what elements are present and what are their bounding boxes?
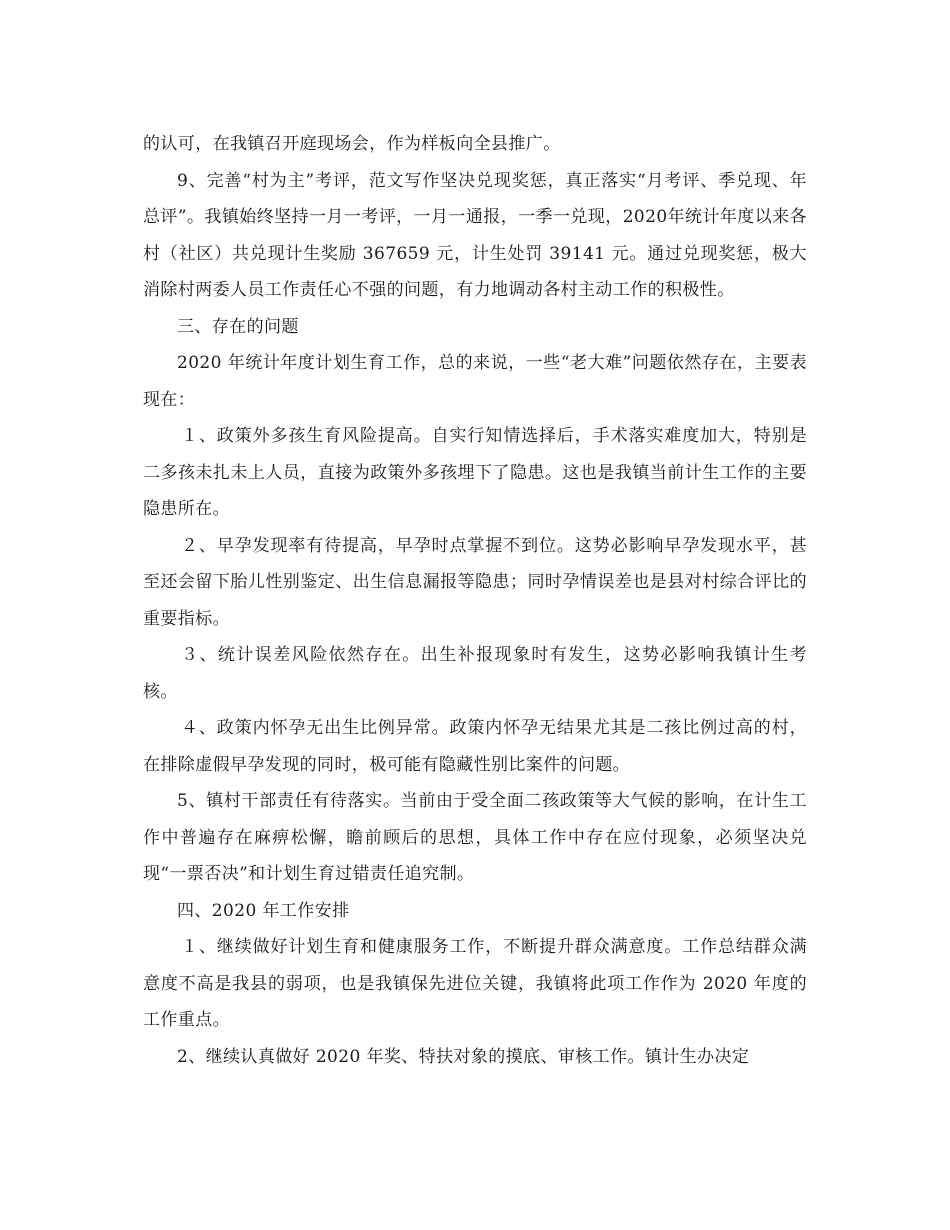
paragraph-problem-1: １、政策外多孩生育风险提高。自实行知情选择后，手术落实难度加大，特别是二多孩未扎未上人员，直接为政策外多孩埋下了隐患。这也是我镇当前计生工作的主要隐患所在。: [143, 426, 807, 519]
paragraph-problem-3: ３、统计误差风险依然存在。出生补报现象时有发生，这势必影响我镇计生考核。: [143, 645, 807, 702]
section-heading-problems: 三、存在的问题: [177, 316, 299, 337]
paragraph-item-9: 9、完善“村为主”考评，范文写作坚决兑现奖惩，真正落实“月考评、季兑现、年总评”。我镇始终坚持一月一考评，一月一通报，一季一兑现，2020年统计年度以来各村（社区）共兑现计生奖励 367659 元，计生处罚 39141 元。通过兑现奖惩，极大消除村两委人员工作责任心不强的问题，有力地调动各村主动工作的积极性。: [143, 170, 807, 300]
paragraph-problem-2: ２、早孕发现率有待提高，早孕时点掌握不到位。这势必影响早孕发现水平，甚至还会留下胎儿性别鉴定、出生信息漏报等隐患；同时孕情误差也是县对村综合评比的重要指标。: [143, 535, 807, 629]
paragraph-plan-2: 2、继续认真做好 2020 年奖、特扶对象的摸底、审核工作。镇计生办决定: [177, 1046, 750, 1067]
paragraph-problems-intro: 2020 年统计年度计划生育工作，总的来说，一些“老大难”问题依然存在，主要表现在：: [143, 353, 807, 410]
paragraph-problem-4: ４、政策内怀孕无出生比例异常。政策内怀孕无结果尤其是二孩比例过高的村，在排除虚假早孕发现的同时，极可能有隐藏性别比案件的问题。: [143, 718, 807, 775]
document-body: [143, 126, 807, 1075]
paragraph-problem-5: 5、镇村干部责任有待落实。当前由于受全面二孩政策等大气候的影响，在计生工作中普遍存在麻痹松懈，瞻前顾后的思想，具体工作中存在应付现象，必须坚决兑现“一票否决”和计划生育过错责任追究制。: [143, 791, 807, 884]
section-heading-plan: 四、2020 年工作安排: [177, 900, 350, 921]
paragraph-plan-1: １、继续做好计划生育和健康服务工作，不断提升群众满意度。工作总结群众满意度不高是我县的弱项，也是我镇保先进位关键，我镇将此项工作作为 2020 年度的工作重点。: [143, 937, 807, 1030]
paragraph-continuation: 的认可，在我镇召开庭现场会，作为样板向全县推广。: [143, 134, 561, 154]
